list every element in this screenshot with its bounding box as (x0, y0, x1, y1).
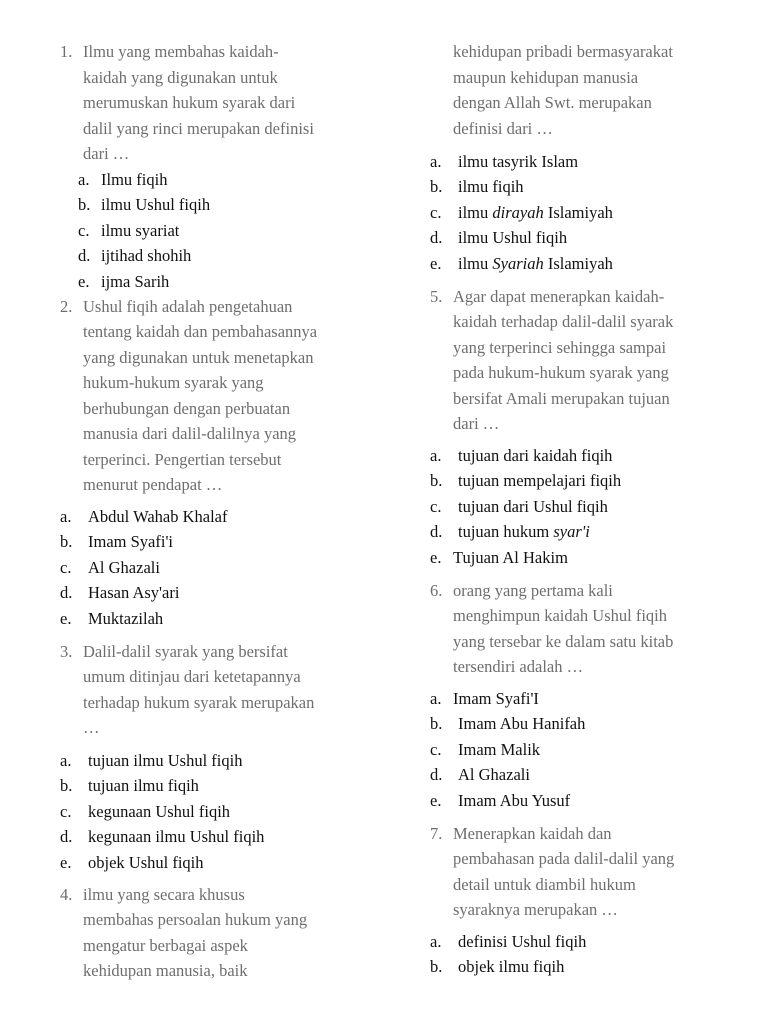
option-letter: d. (60, 583, 73, 602)
question-text-line: kaidah yang digunakan untuk (83, 67, 278, 87)
option-text (458, 737, 540, 762)
option-letter: c. (430, 739, 442, 759)
question-text-line: ilmu yang secara khusus (83, 884, 245, 904)
question-text-line: definisi dari … (453, 118, 553, 138)
question-text-line: tentang kaidah dan pembahasannya (83, 322, 318, 341)
option-text (458, 929, 586, 954)
option-text (458, 225, 567, 250)
option-letter: b. (430, 714, 443, 733)
option-letter: e. (60, 608, 72, 628)
question-text-line: pembahasan pada dalil-dalil yang (453, 849, 675, 868)
question-text-line: kehidupan manusia, baik (83, 961, 248, 980)
question-number: 2. (60, 296, 73, 316)
option-text-part: tujuan ilmu fiqih (88, 776, 199, 795)
question-text-line: membahas persoalan hukum yang (83, 910, 308, 929)
question-text-line: hukum-hukum syarak yang (83, 373, 264, 392)
option-text-part: tujuan mempelajari fiqih (458, 471, 622, 490)
option-text-part: ilmu syariat (101, 220, 180, 240)
question-text-line: kaidah terhadap dalil-dalil syarak (453, 312, 674, 331)
option-letter: b. (78, 195, 91, 214)
question-text-line: orang yang pertama kali (453, 580, 613, 600)
option-text-part: Ilmu fiqih (101, 169, 168, 189)
option-text-part: ilmu tasyrik Islam (458, 151, 579, 171)
option-text (88, 799, 230, 824)
question-text-line: terhadap hukum syarak merupakan (83, 692, 315, 712)
option-text (458, 200, 613, 225)
option-letter: a. (430, 151, 442, 171)
option-letter: c. (430, 496, 442, 516)
option-letter: a. (430, 688, 442, 708)
option-text (101, 218, 179, 243)
option-text-part: ilmu (458, 202, 493, 222)
option-text-part: ijma Sarih (101, 271, 170, 291)
option-text-part: Imam Syafi'I (453, 688, 539, 708)
option-text-part: tujuan dari Ushul fiqih (458, 496, 608, 516)
option-text-part: Hasan Asy'ari (88, 583, 180, 602)
question-text-line: bersifat Amali merupakan tujuan (453, 388, 670, 408)
option-text (88, 555, 160, 580)
option-text-part: Tujuan Al Hakim (453, 547, 568, 567)
question-text-line: dari … (453, 414, 500, 433)
option-text-part: tujuan ilmu Ushul fiqih (88, 750, 243, 770)
option-letter: e. (430, 253, 442, 273)
question-text-line: Menerapkan kaidah dan (453, 823, 612, 843)
question-text-line: … (83, 718, 100, 737)
option-letter: e. (78, 271, 90, 291)
question-text-line: tersendiri adalah … (453, 657, 584, 676)
option-text (453, 686, 539, 711)
option-text-part: definisi Ushul fiqih (458, 931, 587, 951)
question-number: 6. (430, 580, 443, 600)
option-text-part: objek Ushul fiqih (88, 852, 204, 872)
option-text-part: Islamiyah (543, 253, 613, 273)
option-text-part: ilmu Ushul fiqih (101, 195, 211, 214)
option-letter: a. (430, 445, 442, 465)
option-letter: a. (60, 750, 72, 770)
option-letter: d. (430, 228, 443, 247)
question-number: 3. (60, 641, 73, 661)
option-text (458, 468, 621, 493)
option-text-part: kegunaan ilmu Ushul fiqih (88, 827, 265, 846)
option-text (458, 149, 578, 174)
question-text-line: yang tersebar ke dalam satu kitab (453, 631, 674, 651)
option-letter: a. (78, 169, 90, 189)
question-text-line: mengatur berbagai aspek (83, 935, 248, 955)
question-text-line: syaraknya merupakan … (453, 900, 618, 919)
option-text (101, 269, 169, 294)
question-text-line: dengan Allah Swt. merupakan (453, 93, 652, 112)
question-text-line: detail untuk diambil hukum (453, 874, 636, 894)
question-text-line: menurut pendapat … (83, 475, 223, 494)
option-text-part: tujuan dari kaidah fiqih (458, 445, 613, 465)
option-text (88, 529, 173, 554)
option-letter: d. (78, 246, 91, 265)
question-number: 1. (60, 41, 73, 61)
question-text-line: maupun kehidupan manusia (453, 67, 639, 87)
option-text-part: tujuan hukum (458, 522, 554, 541)
option-text (88, 773, 199, 798)
option-letter: e. (430, 790, 442, 810)
question-number: 7. (430, 823, 443, 843)
option-letter: c. (60, 557, 72, 577)
option-text (101, 192, 210, 217)
option-letter: b. (430, 177, 443, 196)
option-text (458, 443, 612, 468)
option-text-part: Islamiyah (543, 202, 613, 222)
question-text-line: manusia dari dalil-dalilnya yang (83, 424, 297, 443)
option-text (453, 545, 568, 570)
question-text-line: dalil yang rinci merupakan definisi (83, 118, 314, 138)
question-text-line: kehidupan pribadi bermasyarakat (453, 41, 673, 61)
question-text-line: berhubungan dengan perbuatan (83, 398, 291, 418)
option-text (101, 167, 167, 192)
option-text (458, 519, 590, 544)
question-text-line: Ushul fiqih adalah pengetahuan (83, 296, 293, 316)
option-letter: d. (430, 765, 443, 784)
option-letter: d. (430, 522, 443, 541)
option-text (88, 824, 264, 849)
question-text-line: Ilmu yang membahas kaidah- (83, 41, 279, 61)
question-text-line: yang digunakan untuk menetapkan (83, 347, 314, 367)
option-text-part: Imam Malik (458, 739, 541, 759)
option-text-part: ilmu fiqih (458, 177, 524, 196)
option-text-italic: dirayah (492, 202, 544, 222)
option-text (88, 748, 242, 773)
option-letter: c. (430, 202, 442, 222)
option-letter: e. (60, 852, 72, 872)
option-text (458, 251, 613, 276)
option-text-part: Al Ghazali (88, 557, 160, 577)
option-text-part: ijtihad shohih (101, 246, 192, 265)
option-text-part: Muktazilah (88, 608, 164, 628)
option-text (458, 762, 530, 787)
option-text-part: ilmu Ushul fiqih (458, 228, 568, 247)
option-text (458, 174, 524, 199)
option-text-part: ilmu (458, 253, 493, 273)
question-text-line: menghimpun kaidah Ushul fiqih (453, 606, 668, 625)
option-text-part: Abdul Wahab Khalaf (88, 506, 228, 526)
option-letter: b. (430, 471, 443, 490)
option-letter: c. (78, 220, 90, 240)
option-text-part: Imam Abu Yusuf (458, 790, 571, 810)
option-text-italic: Syariah (492, 253, 544, 273)
question-number: 5. (430, 286, 443, 306)
question-text-line: yang terperinci sehingga sampai (453, 337, 667, 357)
option-letter: b. (430, 957, 443, 976)
option-letter: a. (430, 931, 442, 951)
option-text-part: Imam Syafi'i (88, 532, 173, 551)
option-letter: e. (430, 547, 442, 567)
option-text-part: kegunaan Ushul fiqih (88, 801, 231, 821)
option-text-italic: syar'i (553, 522, 590, 541)
question-number: 4. (60, 884, 73, 904)
option-text (458, 788, 570, 813)
option-text (458, 494, 608, 519)
option-text (88, 504, 228, 529)
question-text-line: Agar dapat menerapkan kaidah- (453, 286, 665, 306)
option-letter: c. (60, 801, 72, 821)
question-text-line: merumuskan hukum syarak dari (83, 93, 296, 112)
question-text-line: terperinci. Pengertian tersebut (83, 449, 282, 469)
option-letter: b. (60, 532, 73, 551)
option-text (88, 606, 163, 631)
option-text (88, 850, 204, 875)
option-text-part: Al Ghazali (458, 765, 530, 784)
option-text (458, 711, 585, 736)
question-text-line: pada hukum-hukum syarak yang (453, 363, 669, 382)
option-letter: d. (60, 827, 73, 846)
option-text-part: Imam Abu Hanifah (458, 714, 586, 733)
question-text-line: Dalil-dalil syarak yang bersifat (83, 641, 288, 661)
question-text-line: dari … (83, 144, 130, 163)
option-text (101, 243, 191, 268)
option-text (88, 580, 179, 605)
option-letter: b. (60, 776, 73, 795)
option-text-part: objek ilmu fiqih (458, 957, 565, 976)
question-text-line: umum ditinjau dari ketetapannya (83, 667, 301, 686)
option-letter: a. (60, 506, 72, 526)
option-text (458, 954, 564, 979)
